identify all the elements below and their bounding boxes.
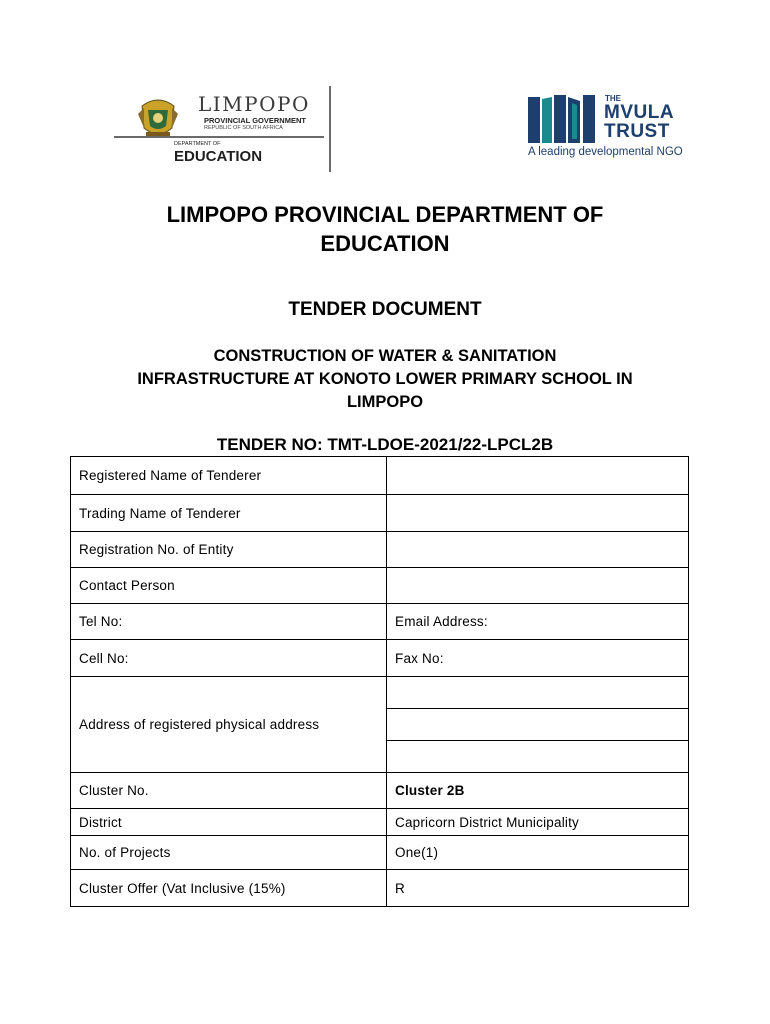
row-label: Cell No:: [71, 640, 387, 677]
row-value: Cluster 2B: [387, 773, 689, 809]
tender-number: TENDER NO: TMT-LDOE-2021/22-LPCL2B: [216, 435, 554, 454]
row-label: District: [71, 809, 387, 836]
row-value: Email Address:: [387, 604, 689, 640]
row-label: Registered Name of Tenderer: [71, 457, 387, 495]
address-lines: [387, 677, 689, 773]
mvula-tagline: A leading developmental NGO: [528, 146, 683, 158]
table-row: [71, 809, 689, 836]
mvula-trust-logo: [528, 95, 688, 165]
title-line-2: EDUCATION: [320, 231, 450, 256]
row-label: Tel No:: [71, 604, 387, 640]
row-value[interactable]: [387, 568, 689, 604]
mvula-the-label: THE: [605, 94, 621, 103]
limpopo-wordmark: LIMPOPO: [198, 92, 310, 116]
department-label: DEPARTMENT OF: [174, 141, 221, 147]
row-value[interactable]: [387, 532, 689, 568]
row-label: Address of registered physical address: [71, 677, 387, 773]
table-row: [71, 457, 689, 495]
project-line-2: INFRASTRUCTURE AT KONOTO LOWER PRIMARY SCHOOL IN: [137, 370, 633, 388]
row-label: No. of Projects: [71, 836, 387, 870]
project-description: [0, 345, 770, 414]
table-row: [71, 870, 689, 907]
row-value: Fax No:: [387, 640, 689, 677]
row-label: Cluster No.: [71, 773, 387, 809]
table-row: [71, 640, 689, 677]
title-line-1: LIMPOPO PROVINCIAL DEPARTMENT OF: [166, 202, 604, 227]
project-line-1: CONSTRUCTION OF WATER & SANITATION: [213, 347, 557, 365]
table-row: [71, 568, 689, 604]
table-row: [71, 495, 689, 532]
table-row: [71, 604, 689, 640]
country-label: REPUBLIC OF SOUTH AFRICA: [204, 125, 283, 131]
row-label: Trading Name of Tenderer: [71, 495, 387, 532]
books-icon: [528, 95, 598, 143]
row-value: R: [387, 870, 689, 907]
address-line-3[interactable]: [387, 741, 688, 772]
table-row: [71, 532, 689, 568]
row-label: Registration No. of Entity: [71, 532, 387, 568]
limpopo-education-logo: [112, 86, 334, 172]
project-line-3: LIMPOPO: [346, 393, 424, 411]
document-title: [0, 200, 770, 258]
table-row: [71, 836, 689, 870]
mvula-name-line1: MVULA: [604, 102, 675, 123]
address-line-1[interactable]: [387, 677, 688, 709]
table-row: [71, 677, 689, 773]
tenderer-details-table: [70, 456, 689, 907]
row-label: Cluster Offer (Vat Inclusive (15%): [71, 870, 387, 907]
row-value: Capricorn District Municipality: [387, 809, 689, 836]
row-label: Contact Person: [71, 568, 387, 604]
document-type: TENDER DOCUMENT: [288, 299, 482, 320]
coat-of-arms-icon: [136, 94, 180, 140]
provincial-government-label: PROVINCIAL GOVERNMENT: [204, 116, 306, 125]
address-line-2[interactable]: [387, 709, 688, 741]
logo-vertical-divider: [329, 86, 331, 172]
row-value[interactable]: [387, 495, 689, 532]
mvula-name-line2: TRUST: [604, 121, 670, 142]
table-row: [71, 773, 689, 809]
logo-divider: [114, 136, 324, 138]
row-value[interactable]: [387, 457, 689, 495]
row-value: One(1): [387, 836, 689, 870]
education-label: EDUCATION: [174, 148, 263, 165]
